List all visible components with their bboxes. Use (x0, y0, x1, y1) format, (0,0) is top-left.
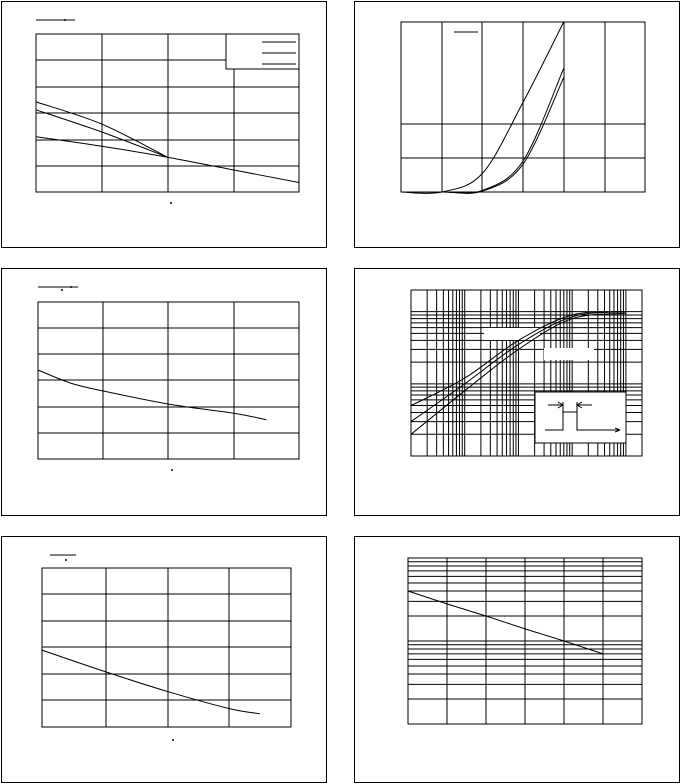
header-dot (65, 559, 67, 561)
header-dot (61, 289, 63, 291)
pulse-inset (535, 392, 626, 443)
series-line (38, 370, 266, 420)
log-gridlines (408, 558, 642, 724)
gridlines (401, 22, 645, 192)
chart-bottom-left (42, 555, 291, 741)
header-dot (64, 19, 66, 21)
chart-middle-left (38, 286, 299, 471)
chart-bottom-right (408, 558, 642, 724)
series-line (42, 650, 260, 714)
gridlines (38, 302, 299, 459)
chart-top-left (36, 19, 299, 204)
chart-middle-right (411, 290, 642, 456)
xlabel-dot (172, 739, 174, 741)
xlabel-dot (170, 202, 172, 204)
header-dot (70, 286, 72, 288)
label-mask (544, 348, 594, 360)
xlabel-dot (171, 469, 173, 471)
label-mask (484, 328, 540, 340)
gridlines (42, 568, 291, 727)
chart-top-right (401, 22, 645, 193)
